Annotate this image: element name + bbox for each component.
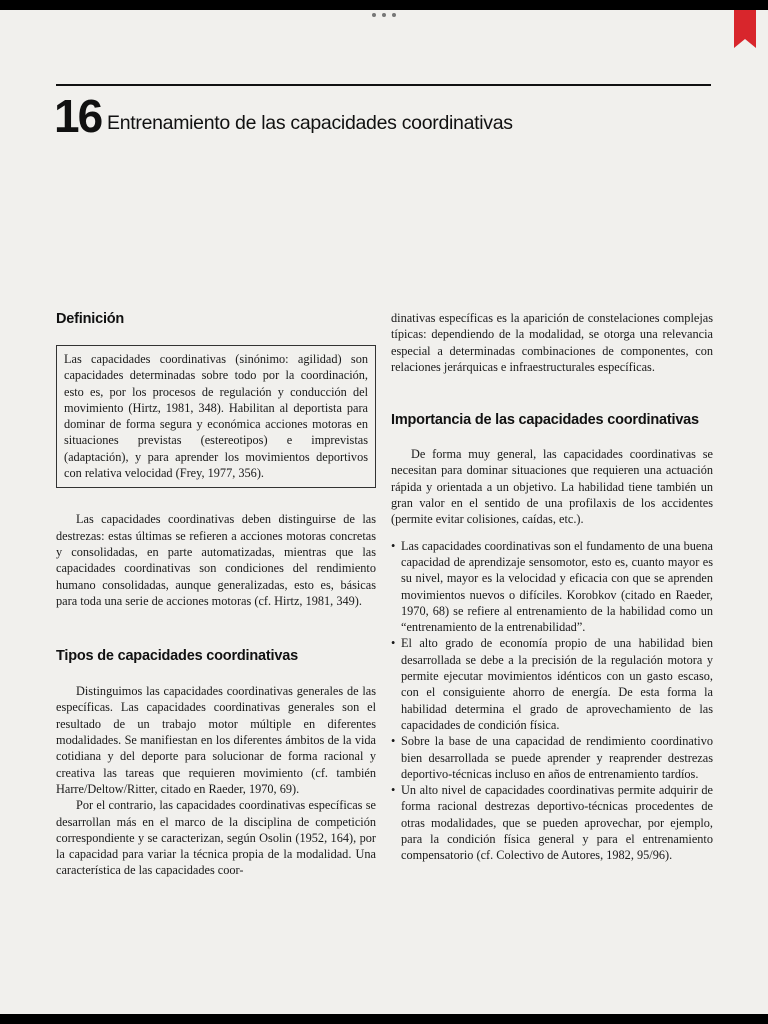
paragraph-continuation: dinativas específicas es la aparición de constelaciones complejas típicas: dependiendo de la modalidad, se otorga una relevancia especial a determinadas combinaciones de componentes, con relaciones jerárquicas e infraestructurales específicas. — [391, 311, 713, 374]
chapter-rule — [56, 84, 711, 86]
pull-handle-icon[interactable] — [372, 12, 396, 18]
paragraph-importancia: De forma muy general, las capacidades coordinativas se necesitan para dominar situaciones que requieren una actuación rápida y orientada a un objetivo. La habilidad tiene también un gran valor en el sentido de una profilaxis de los accidentes (permite evitar colisiones, caídas, etc.). — [391, 447, 713, 527]
paragraph-generales: Distinguimos las capacidades coordinativas generales de las específicas. Las capacidades coordinativas generales son el resultado de un trabajo motor múltiple en diferentes modalidades. Se manifiestan en los diferentes ámbitos de la vida cotidiana y del deporte para solucionar de forma racional y creativa las tareas que requieren movimiento (cf. también Harre/Deltow/Ritter, citado en Raeder, 1970, 69). — [56, 684, 376, 796]
document-page — [0, 10, 768, 1014]
list-item: • Las capacidades coordinativas son el fundamento de una buena capacidad de aprendizaje sensomotor, esto es, cuanto mayor es su nivel, mayor es la velocidad y eficacia con que se aprenden movimientos nuevos o difíciles. Korobkov (citado en Raeder, 1970, 68) se refiere al entrenamiento de la habilidad como un “entrenamiento de la entrenabilidad”. — [391, 538, 713, 636]
chapter-number: 16 — [54, 90, 102, 142]
list-item: • Un alto nivel de capacidades coordinativas permite adquirir de forma racional destrezas deportivo-técnicas procedentes de otras modalidades, que se pueden aprovechar, por ejemplo, para la condición física general y para el entrenamiento compensatorio (cf. Colectivo de Autores, 1982, 95/96). — [391, 782, 713, 863]
paragraph-destrezas: Las capacidades coordinativas deben distinguirse de las destrezas: estas últimas se refieren a acciones motoras concretas y consolidadas, en parte automatizadas, mientras que las capacidades coordinativas son condiciones del rendimiento humano consolidadas, aunque generalizadas, esto es, básicas para toda una serie de acciones motoras (cf. Hirtz, 1981, 349). — [56, 512, 376, 608]
bullet-list — [391, 538, 713, 864]
left-column — [56, 310, 376, 879]
definition-box — [56, 345, 376, 488]
chapter-title: Entrenamiento de las capacidades coordinativas — [107, 112, 513, 134]
right-column — [391, 310, 713, 864]
section-heading-definicion: Definición — [56, 311, 125, 327]
bookmark-icon[interactable] — [734, 10, 756, 48]
section-heading-tipos: Tipos de capacidades coordinativas — [56, 648, 298, 665]
list-item: • El alto grado de economía propio de una habilidad bien desarrollada se debe a la precisión de la regulación motora y permite ejecutar movimientos idénticos con un gasto escaso, con el consiguiente ahorro de energía. De esta forma la habilidad determina el grado de aprovechamiento de las capacidades de condición física. — [391, 635, 713, 733]
paragraph-especificas: Por el contrario, las capacidades coordinativas específicas se desarrollan más en el marco de la disciplina de competición correspondiente y se caracterizan, según Osolin (1952, 164), por la capacidad para variar la técnica propia de la modalidad. Una característica de las capacidades coor- — [56, 798, 376, 878]
section-heading-importancia: Importancia de las capacidades coordinativas — [391, 412, 699, 429]
definition-text: Las capacidades coordinativas (sinónimo: agilidad) son capacidades determinadas sobre todo por la coordinación, esto es, por los procesos de regulación y conducción del movimiento (Hirtz, 1981, 348). Habilitan al deportista para dominar de forma segura y económica acciones motoras en situaciones previstas (estereotipos) e imprevistas (adaptación), y para aprender los movimientos deportivos con relativa velocidad (Frey, 1977, 356). — [64, 352, 368, 481]
list-item: • Sobre la base de una capacidad de rendimiento coordinativo bien desarrollada se puede aprender y reaprender destrezas deportivo-técnicas incluso en años de entrenamiento tardíos. — [391, 733, 713, 782]
